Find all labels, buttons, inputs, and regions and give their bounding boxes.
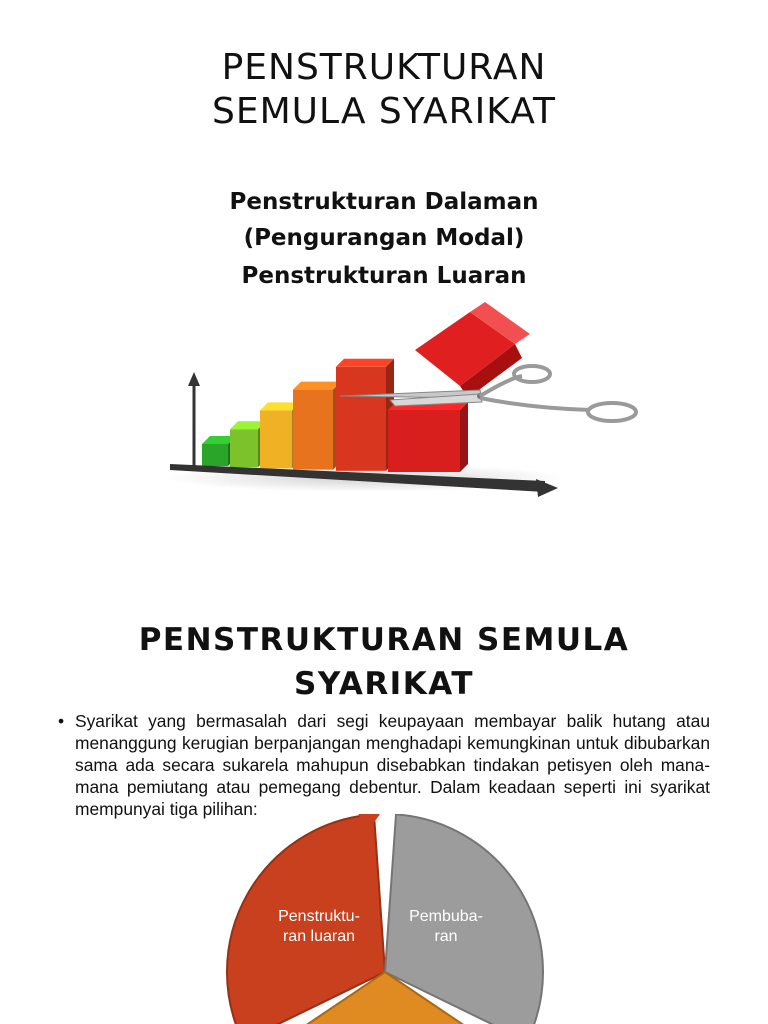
illustration-bar <box>293 382 341 470</box>
bullet-item <box>58 710 710 820</box>
bullet-text: Syarikat yang bermasalah dari segi keupayaan membayar balik hutang atau menanggung kerugian berpanjangan menghadapi kemungkinan untuk dibubarkan sama ada secara sukarela mahupun disebabkan tindakan petisyen oleh mana-mana pemiutang atau pemegang debentur. Dalam keadaan seperti ini syarikat mempunyai tiga pilihan: <box>75 711 710 819</box>
cycle-label-b-line-1: Pembuba- <box>409 908 483 925</box>
slide-1-subtitle-1: Penstrukturan Dalaman <box>229 189 539 215</box>
slide-1-subtitle-2: (Pengurangan Modal) <box>243 225 525 251</box>
bar-chart-with-scissors-icon <box>150 298 650 508</box>
slide-2 <box>0 560 768 1024</box>
chart-bars <box>202 359 468 472</box>
illustration-bar <box>388 402 468 472</box>
cycle-label-b-line-2: ran <box>434 928 458 945</box>
chart-y-axis-arrow <box>188 372 200 386</box>
slide-1-title-line-2: SEMULA SYARIKAT <box>211 91 557 132</box>
slide-1-title <box>0 46 768 134</box>
bullet-dot: • <box>58 711 65 731</box>
cut-box <box>415 302 530 398</box>
cycle-label-penstrukturan-luaran <box>262 907 376 947</box>
cycle-label-a-line-1: Penstruktu- <box>278 908 360 925</box>
slide-1-subtitle-3: Penstrukturan Luaran <box>241 263 527 289</box>
cycle-label-pembubaran <box>396 907 496 947</box>
slide-2-title-line-1: PENSTRUKTURAN SEMULA <box>138 622 630 658</box>
slide-2-title <box>0 618 768 706</box>
slide-1-title-line-1: PENSTRUKTURAN <box>221 47 547 88</box>
cycle-label-a-line-2: ran luaran <box>282 928 356 945</box>
slide-2-title-line-2: SYARIKAT <box>294 666 474 702</box>
illustration-bar <box>336 359 394 471</box>
